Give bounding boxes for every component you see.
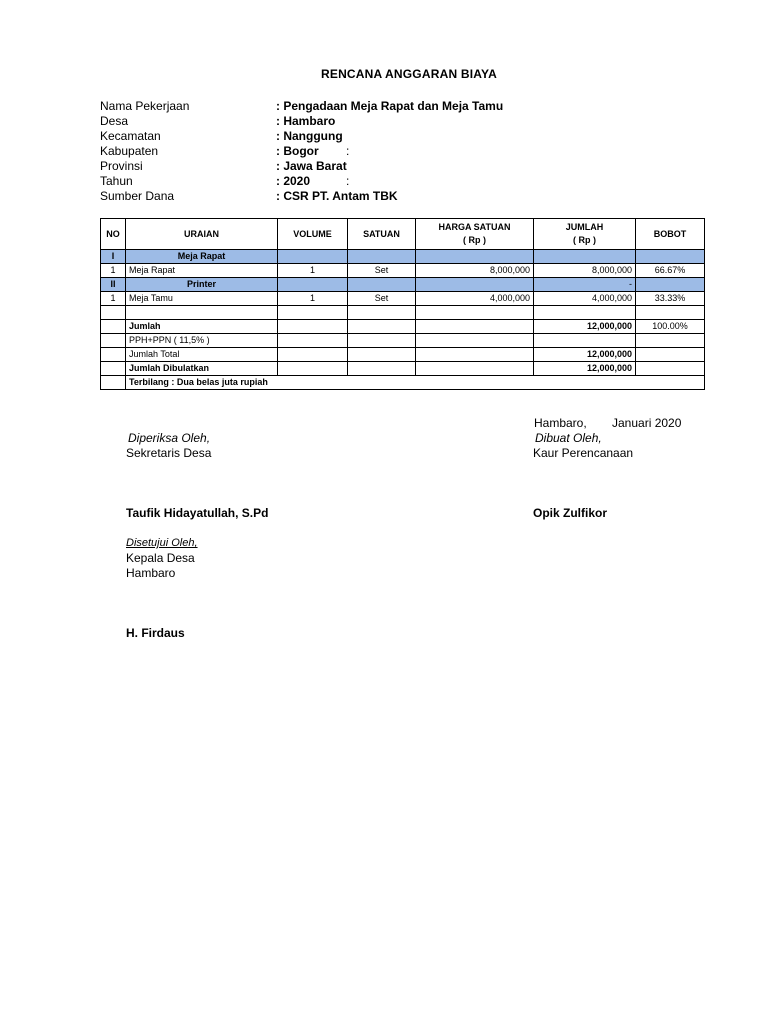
summary-dibulatkan-value: 12,000,000: [534, 362, 636, 376]
section-jumlah: [534, 250, 636, 264]
summary-total-label: Jumlah Total: [126, 348, 278, 362]
approved-by-label: Disetujui Oleh,: [126, 537, 198, 549]
info-value-nama-pekerjaan: : Pengadaan Meja Rapat dan Meja Tamu: [276, 99, 504, 113]
summary-jumlah-value: 12,000,000: [534, 320, 636, 334]
info-value-sumber-dana: : CSR PT. Antam TBK: [276, 189, 398, 203]
summary-jumlah-bobot: 100.00%: [636, 320, 705, 334]
summary-jumlah-label: Jumlah: [126, 320, 278, 334]
info-label-kabupaten: Kabupaten: [100, 144, 159, 158]
document-title: RENCANA ANGGARAN BIAYA: [321, 67, 497, 81]
item-satuan: Set: [348, 264, 416, 278]
item-uraian: Meja Rapat: [126, 264, 278, 278]
section-title: Printer: [126, 278, 278, 292]
item-volume: 1: [278, 264, 348, 278]
info-label-kecamatan: Kecamatan: [100, 129, 161, 143]
item-uraian: Meja Tamu: [126, 292, 278, 306]
signature-date: Januari 2020: [612, 416, 682, 430]
section-no: I: [101, 250, 126, 264]
summary-row-total: [101, 348, 705, 362]
summary-row-dibulatkan: [101, 362, 705, 376]
info-label-nama-pekerjaan: Nama Pekerjaan: [100, 99, 190, 113]
table-header-row: [101, 219, 705, 250]
info-label-desa: Desa: [100, 114, 129, 128]
header-uraian: URAIAN: [126, 219, 278, 250]
made-by-label: Dibuat Oleh,: [535, 431, 602, 445]
section-row: [101, 278, 705, 292]
section-jumlah: -: [534, 278, 636, 292]
checker-role: Sekretaris Desa: [126, 446, 212, 460]
info-extra-kabupaten: :: [346, 144, 350, 158]
item-jumlah: 8,000,000: [534, 264, 636, 278]
maker-role: Kaur Perencanaan: [533, 446, 634, 460]
header-volume: VOLUME: [278, 219, 348, 250]
table-row: [101, 292, 705, 306]
summary-row-terbilang: [101, 376, 705, 390]
info-value-provinsi: : Jawa Barat: [276, 159, 347, 173]
item-jumlah: 4,000,000: [534, 292, 636, 306]
item-no: 1: [101, 292, 126, 306]
section-row: [101, 250, 705, 264]
info-label-sumber-dana: Sumber Dana: [100, 189, 175, 203]
item-no: 1: [101, 264, 126, 278]
info-value-desa: : Hambaro: [276, 114, 336, 128]
budget-table: [100, 218, 705, 390]
summary-dibulatkan-label: Jumlah Dibulatkan: [126, 362, 278, 376]
info-value-kabupaten: : Bogor: [276, 144, 319, 158]
table-row: [101, 264, 705, 278]
header-bobot: BOBOT: [636, 219, 705, 250]
header-jumlah-unit: ( Rp ): [573, 235, 596, 245]
approver-name: H. Firdaus: [126, 626, 185, 640]
info-label-tahun: Tahun: [100, 174, 133, 188]
header-harga-satuan: [416, 219, 534, 250]
section-no: II: [101, 278, 126, 292]
summary-total-value: 12,000,000: [534, 348, 636, 362]
approver-role: Kepala Desa: [126, 551, 195, 565]
item-bobot: 66.67%: [636, 264, 705, 278]
item-satuan: Set: [348, 292, 416, 306]
summary-row-pajak: [101, 334, 705, 348]
item-volume: 1: [278, 292, 348, 306]
item-harga: 8,000,000: [416, 264, 534, 278]
item-harga: 4,000,000: [416, 292, 534, 306]
info-extra-tahun: :: [346, 174, 350, 188]
header-harga-satuan-label: HARGA SATUAN: [438, 222, 511, 232]
info-label-provinsi: Provinsi: [100, 159, 143, 173]
header-jumlah: [534, 219, 636, 250]
summary-pajak-label: PPH+PPN ( 11,5% ): [126, 334, 278, 348]
approver-village: Hambaro: [126, 566, 176, 580]
summary-terbilang: Terbilang : Dua belas juta rupiah: [126, 376, 705, 390]
section-title: Meja Rapat: [126, 250, 278, 264]
header-satuan: SATUAN: [348, 219, 416, 250]
maker-name: Opik Zulfikor: [533, 506, 608, 520]
empty-row: [101, 306, 705, 320]
info-value-tahun: : 2020: [276, 174, 311, 188]
header-harga-satuan-unit: ( Rp ): [463, 235, 486, 245]
checker-name: Taufik Hidayatullah, S.Pd: [126, 506, 269, 520]
checked-by-label: Diperiksa Oleh,: [128, 431, 211, 445]
header-jumlah-label: JUMLAH: [565, 222, 604, 232]
summary-row-jumlah: [101, 320, 705, 334]
info-value-kecamatan: : Nanggung: [276, 129, 343, 143]
item-bobot: 33.33%: [636, 292, 705, 306]
signature-place: Hambaro,: [534, 416, 587, 430]
header-no: NO: [101, 219, 126, 250]
